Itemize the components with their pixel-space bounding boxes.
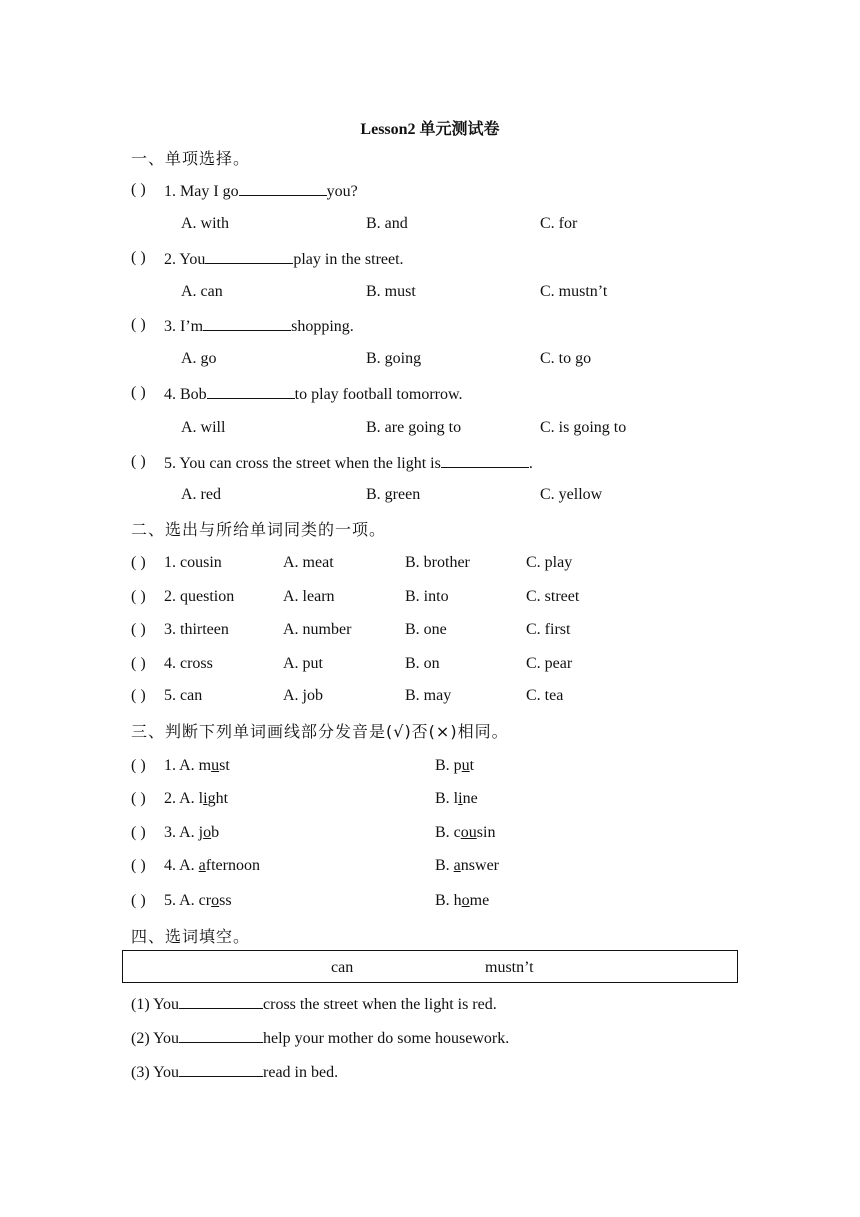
- word-a: 1. A. must: [164, 757, 230, 774]
- answer-bracket: ( ): [131, 857, 146, 874]
- word-bank-item: mustn’t: [485, 959, 534, 976]
- option-c: C. play: [526, 554, 573, 571]
- word-b: B. home: [435, 892, 490, 909]
- answer-bracket: ( ): [131, 824, 146, 841]
- option-c: C. street: [526, 588, 580, 605]
- option-b: B. brother: [405, 554, 470, 571]
- word-a: 3. A. job: [164, 824, 220, 841]
- option-a: A. red: [181, 486, 221, 503]
- answer-blank: [441, 451, 529, 468]
- option-b: B. may: [405, 687, 452, 704]
- option-a: A. meat: [283, 554, 334, 571]
- word-b: B. cousin: [435, 824, 496, 841]
- option-a: A. will: [181, 419, 226, 436]
- question-text: 3. I’m shopping.: [164, 314, 354, 338]
- section-heading-2: 二、选出与所给单词同类的一项。: [131, 520, 387, 539]
- word-bank-box: [122, 950, 738, 983]
- option-b: B. into: [405, 588, 449, 605]
- option-c: C. for: [540, 215, 578, 232]
- answer-bracket: ( ): [131, 757, 146, 774]
- word-a: 5. A. cross: [164, 892, 232, 909]
- word-b: B. put: [435, 757, 475, 774]
- answer-blank: [239, 179, 327, 196]
- option-a: A. go: [181, 350, 217, 367]
- answer-blank: [179, 992, 263, 1009]
- option-b: B. one: [405, 621, 447, 638]
- question-text: 2. You play in the street.: [164, 247, 404, 271]
- answer-bracket: ( ): [131, 687, 146, 704]
- word-b: B. line: [435, 790, 478, 807]
- option-c: C. first: [526, 621, 571, 638]
- answer-bracket: ( ): [131, 453, 146, 470]
- option-c: C. pear: [526, 655, 573, 672]
- question-text: 4. Bob to play football tomorrow.: [164, 382, 463, 406]
- question-word: 1. cousin: [164, 554, 222, 571]
- answer-bracket: ( ): [131, 655, 146, 672]
- section-heading-3: 三、判断下列单词画线部分发音是(√)否(×)相同。: [131, 722, 509, 741]
- option-c: C. to go: [540, 350, 592, 367]
- answer-bracket: ( ): [131, 554, 146, 571]
- section-heading-1: 一、单项选择。: [131, 149, 251, 168]
- section-heading-4: 四、选词填空。: [131, 927, 251, 946]
- word-a: 4. A. afternoon: [164, 857, 260, 874]
- question-word: 4. cross: [164, 655, 213, 672]
- option-b: B. green: [366, 486, 421, 503]
- question-word: 5. can: [164, 687, 203, 704]
- option-b: B. and: [366, 215, 408, 232]
- question-word: 3. thirteen: [164, 621, 229, 638]
- answer-bracket: ( ): [131, 384, 146, 401]
- option-b: B. going: [366, 350, 422, 367]
- option-a: A. job: [283, 687, 323, 704]
- option-a: A. with: [181, 215, 229, 232]
- option-b: B. are going to: [366, 419, 462, 436]
- answer-bracket: ( ): [131, 790, 146, 807]
- word-b: B. answer: [435, 857, 499, 874]
- word-bank-item: can: [331, 959, 354, 976]
- option-a: A. put: [283, 655, 323, 672]
- answer-bracket: ( ): [131, 181, 146, 198]
- option-a: A. can: [181, 283, 223, 300]
- answer-blank: [179, 1060, 263, 1077]
- option-a: A. learn: [283, 588, 335, 605]
- answer-bracket: ( ): [131, 588, 146, 605]
- answer-blank: [179, 1026, 263, 1043]
- option-b: B. on: [405, 655, 440, 672]
- option-b: B. must: [366, 283, 416, 300]
- answer-bracket: ( ): [131, 621, 146, 638]
- answer-blank: [203, 314, 291, 331]
- answer-bracket: ( ): [131, 249, 146, 266]
- question-text: 5. You can cross the street when the light is .: [164, 451, 533, 475]
- option-a: A. number: [283, 621, 352, 638]
- question-word: 2. question: [164, 588, 235, 605]
- option-c: C. is going to: [540, 419, 627, 436]
- option-c: C. mustn’t: [540, 283, 608, 300]
- word-a: 2. A. light: [164, 790, 229, 807]
- answer-bracket: ( ): [131, 892, 146, 909]
- option-c: C. tea: [526, 687, 564, 704]
- page-title: Lesson2 单元测试卷: [360, 121, 500, 138]
- option-c: C. yellow: [540, 486, 603, 503]
- answer-blank: [207, 382, 295, 399]
- answer-blank: [205, 247, 293, 264]
- answer-bracket: ( ): [131, 316, 146, 333]
- question-text: 1. May I go you?: [164, 179, 358, 203]
